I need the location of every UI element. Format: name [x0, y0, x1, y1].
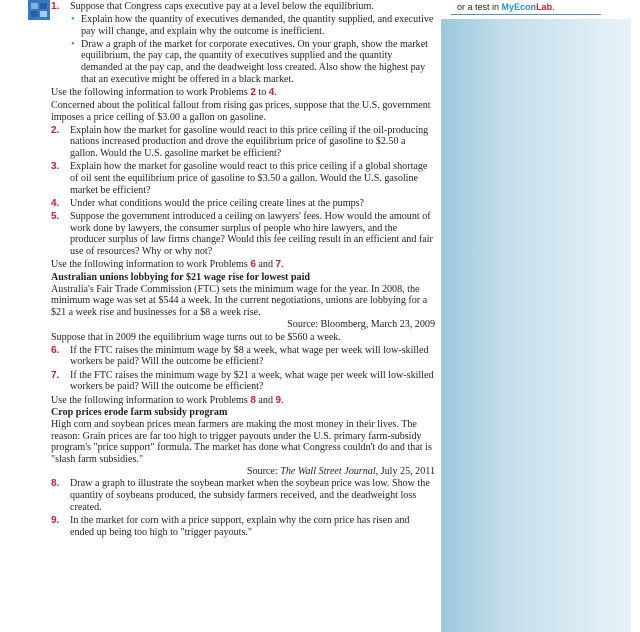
problem-3	[51, 161, 435, 196]
gas-intro: Concerned about the political fallout from rising gas prices, suppose that the U.S. government imposes a price ceiling of $3.00 a gallon on gasoline.	[51, 100, 431, 123]
problem-text: Draw a graph to illustrate the soybean market when the soybean price was low. Show the quantity of soybeans produced, the subsidy farmers received, and the deadweight loss created.	[70, 478, 430, 513]
section-logo-icon	[28, 0, 50, 20]
use-info-line	[51, 395, 435, 407]
problem-7	[51, 370, 435, 393]
myeconlab-link[interactable]	[457, 2, 555, 12]
problem-text: In the market for corn with a price support, explain why the corn price has risen and ended up being too high to "trigger payouts."	[70, 515, 410, 538]
problem-link-8[interactable]: 8	[250, 394, 256, 406]
source-publication: The Wall Street Journal	[280, 465, 376, 477]
use-info-text: .	[281, 259, 284, 271]
use-info-text: Use the following information to work Problems	[51, 86, 251, 98]
sidebar-panel	[441, 0, 631, 632]
article-headline: Crop prices erode farm subsidy program	[51, 407, 228, 419]
problem-5	[51, 211, 435, 258]
bullet-icon: •	[71, 38, 75, 50]
problem-text: Explain how the market for gasoline would react to this price ceiling if the oil-producing nations increased production and drove the equilibrium price of gasoline to $2.50 a gallon. Would the U.S. gasoline market be efficient?	[70, 124, 429, 159]
suppose-line: Suppose that in 2009 the equilibrium wage turns out to be $560 a week.	[51, 331, 341, 343]
use-info-text: Use the following information to work Problems	[51, 259, 251, 271]
problem-link-9[interactable]: 9	[275, 394, 282, 406]
use-info-text: and	[255, 394, 276, 406]
problem-number: 5.	[51, 210, 60, 222]
sidebar-text: or a test in	[457, 2, 502, 12]
problem-text: Suppose the government introduced a ceiling on lawyers' fees. How would the amount of work done by lawyers, the consumer surplus of people who hire lawyers, and the producer surplus of law firms change? Would this fee ceiling result in an efficient and fair use of resources? Why or why not?	[70, 210, 433, 258]
problem-8	[51, 478, 435, 513]
brand-my: My	[501, 2, 515, 12]
use-info-text: Use the following information to work Problems	[51, 394, 251, 406]
use-info-line	[51, 87, 435, 99]
problem-4	[51, 198, 435, 210]
bullet-item	[51, 14, 435, 37]
article-source	[51, 466, 435, 478]
problem-6	[51, 345, 435, 368]
problem-link-6[interactable]: 6	[250, 259, 256, 271]
use-info-text: and	[255, 259, 276, 271]
bullet-item	[51, 39, 435, 86]
bullet-text: Explain how the quantity of executives demanded, the quantity supplied, and executive pay will change, and explain why the outcome is inefficient.	[81, 14, 434, 37]
problem-9	[51, 515, 435, 538]
brand-econ: Econ	[514, 2, 537, 12]
source-label: Source:	[246, 465, 281, 477]
problems-column	[51, 1, 435, 540]
problem-number: 4.	[51, 197, 60, 209]
problem-2	[51, 125, 435, 160]
use-info-line	[51, 259, 435, 271]
problem-number: 2.	[51, 124, 60, 136]
article-headline: Australian unions lobbying for $21 wage rise for lowest paid	[51, 271, 311, 283]
problem-link-4[interactable]: 4	[268, 86, 275, 98]
bullet-text: Draw a graph of the market for corporate executives. On your graph, show the market equilibrium, the pay cap, the quantity of executives supplied and the quantity demanded at the pay cap, and the deadweight loss created. Also show the highest pay that an executive might be offered in a black market.	[81, 38, 428, 85]
use-info-text: to	[255, 86, 269, 98]
article-body: High corn and soybean prices mean farmers are making the most money in their lives. The reason: Grain prices are far too high to trigger payouts under the U.S. primary farm-subsidy program's "price support" formula. The market has done what Congress couldn't do and that is "slash farm subsidies."	[51, 418, 432, 466]
sidebar-divider	[451, 14, 601, 15]
problem-number: 8.	[51, 478, 60, 490]
problem-number: 7.	[51, 369, 60, 381]
problem-text: Suppose that Congress caps executive pay at a level below the equilibrium.	[70, 1, 374, 12]
use-info-text: .	[281, 394, 284, 406]
problem-number: 9.	[51, 515, 60, 527]
problem-text: Under what conditions would the price ceiling create lines at the pumps?	[70, 197, 365, 209]
article-body: Australia's Fair Trade Commission (FTC) sets the minimum wage for the year. In 2008, the minimum wage was set at $544 a week. In the current negotiations, unions are lobbying for a $21 a week rise and businesses for a $8 a week rise.	[51, 283, 428, 319]
problem-link-7[interactable]: 7	[275, 259, 282, 271]
article-source: Source: Bloomberg, March 23, 2009	[287, 318, 435, 330]
problem-1	[51, 1, 435, 13]
problem-number: 6.	[51, 344, 60, 356]
problem-text: Explain how the market for gasoline would react to this price ceiling if a global shortage of oil sent the equilibrium price of gasoline to $3.50 a gallon. Would the U.S. gasoline market be efficient?	[70, 161, 428, 196]
bullet-icon: •	[71, 14, 75, 26]
problem-text: If the FTC raises the minimum wage by $21 a week, what wage per week will low-skilled workers be paid? Will the outcome be efficient?	[70, 369, 434, 393]
use-info-text: .	[274, 86, 277, 98]
problem-number: 3.	[51, 161, 60, 173]
source-date: , July 25, 2011	[375, 465, 435, 477]
problem-text: If the FTC raises the minimum wage by $8 a week, what wage per week will low-skilled workers be paid? Will the outcome be efficient?	[70, 344, 429, 368]
brand-lab: Lab	[536, 2, 553, 12]
problem-number: 1.	[51, 1, 60, 12]
sidebar-text: .	[552, 2, 555, 12]
problem-link-2[interactable]: 2	[250, 86, 256, 98]
